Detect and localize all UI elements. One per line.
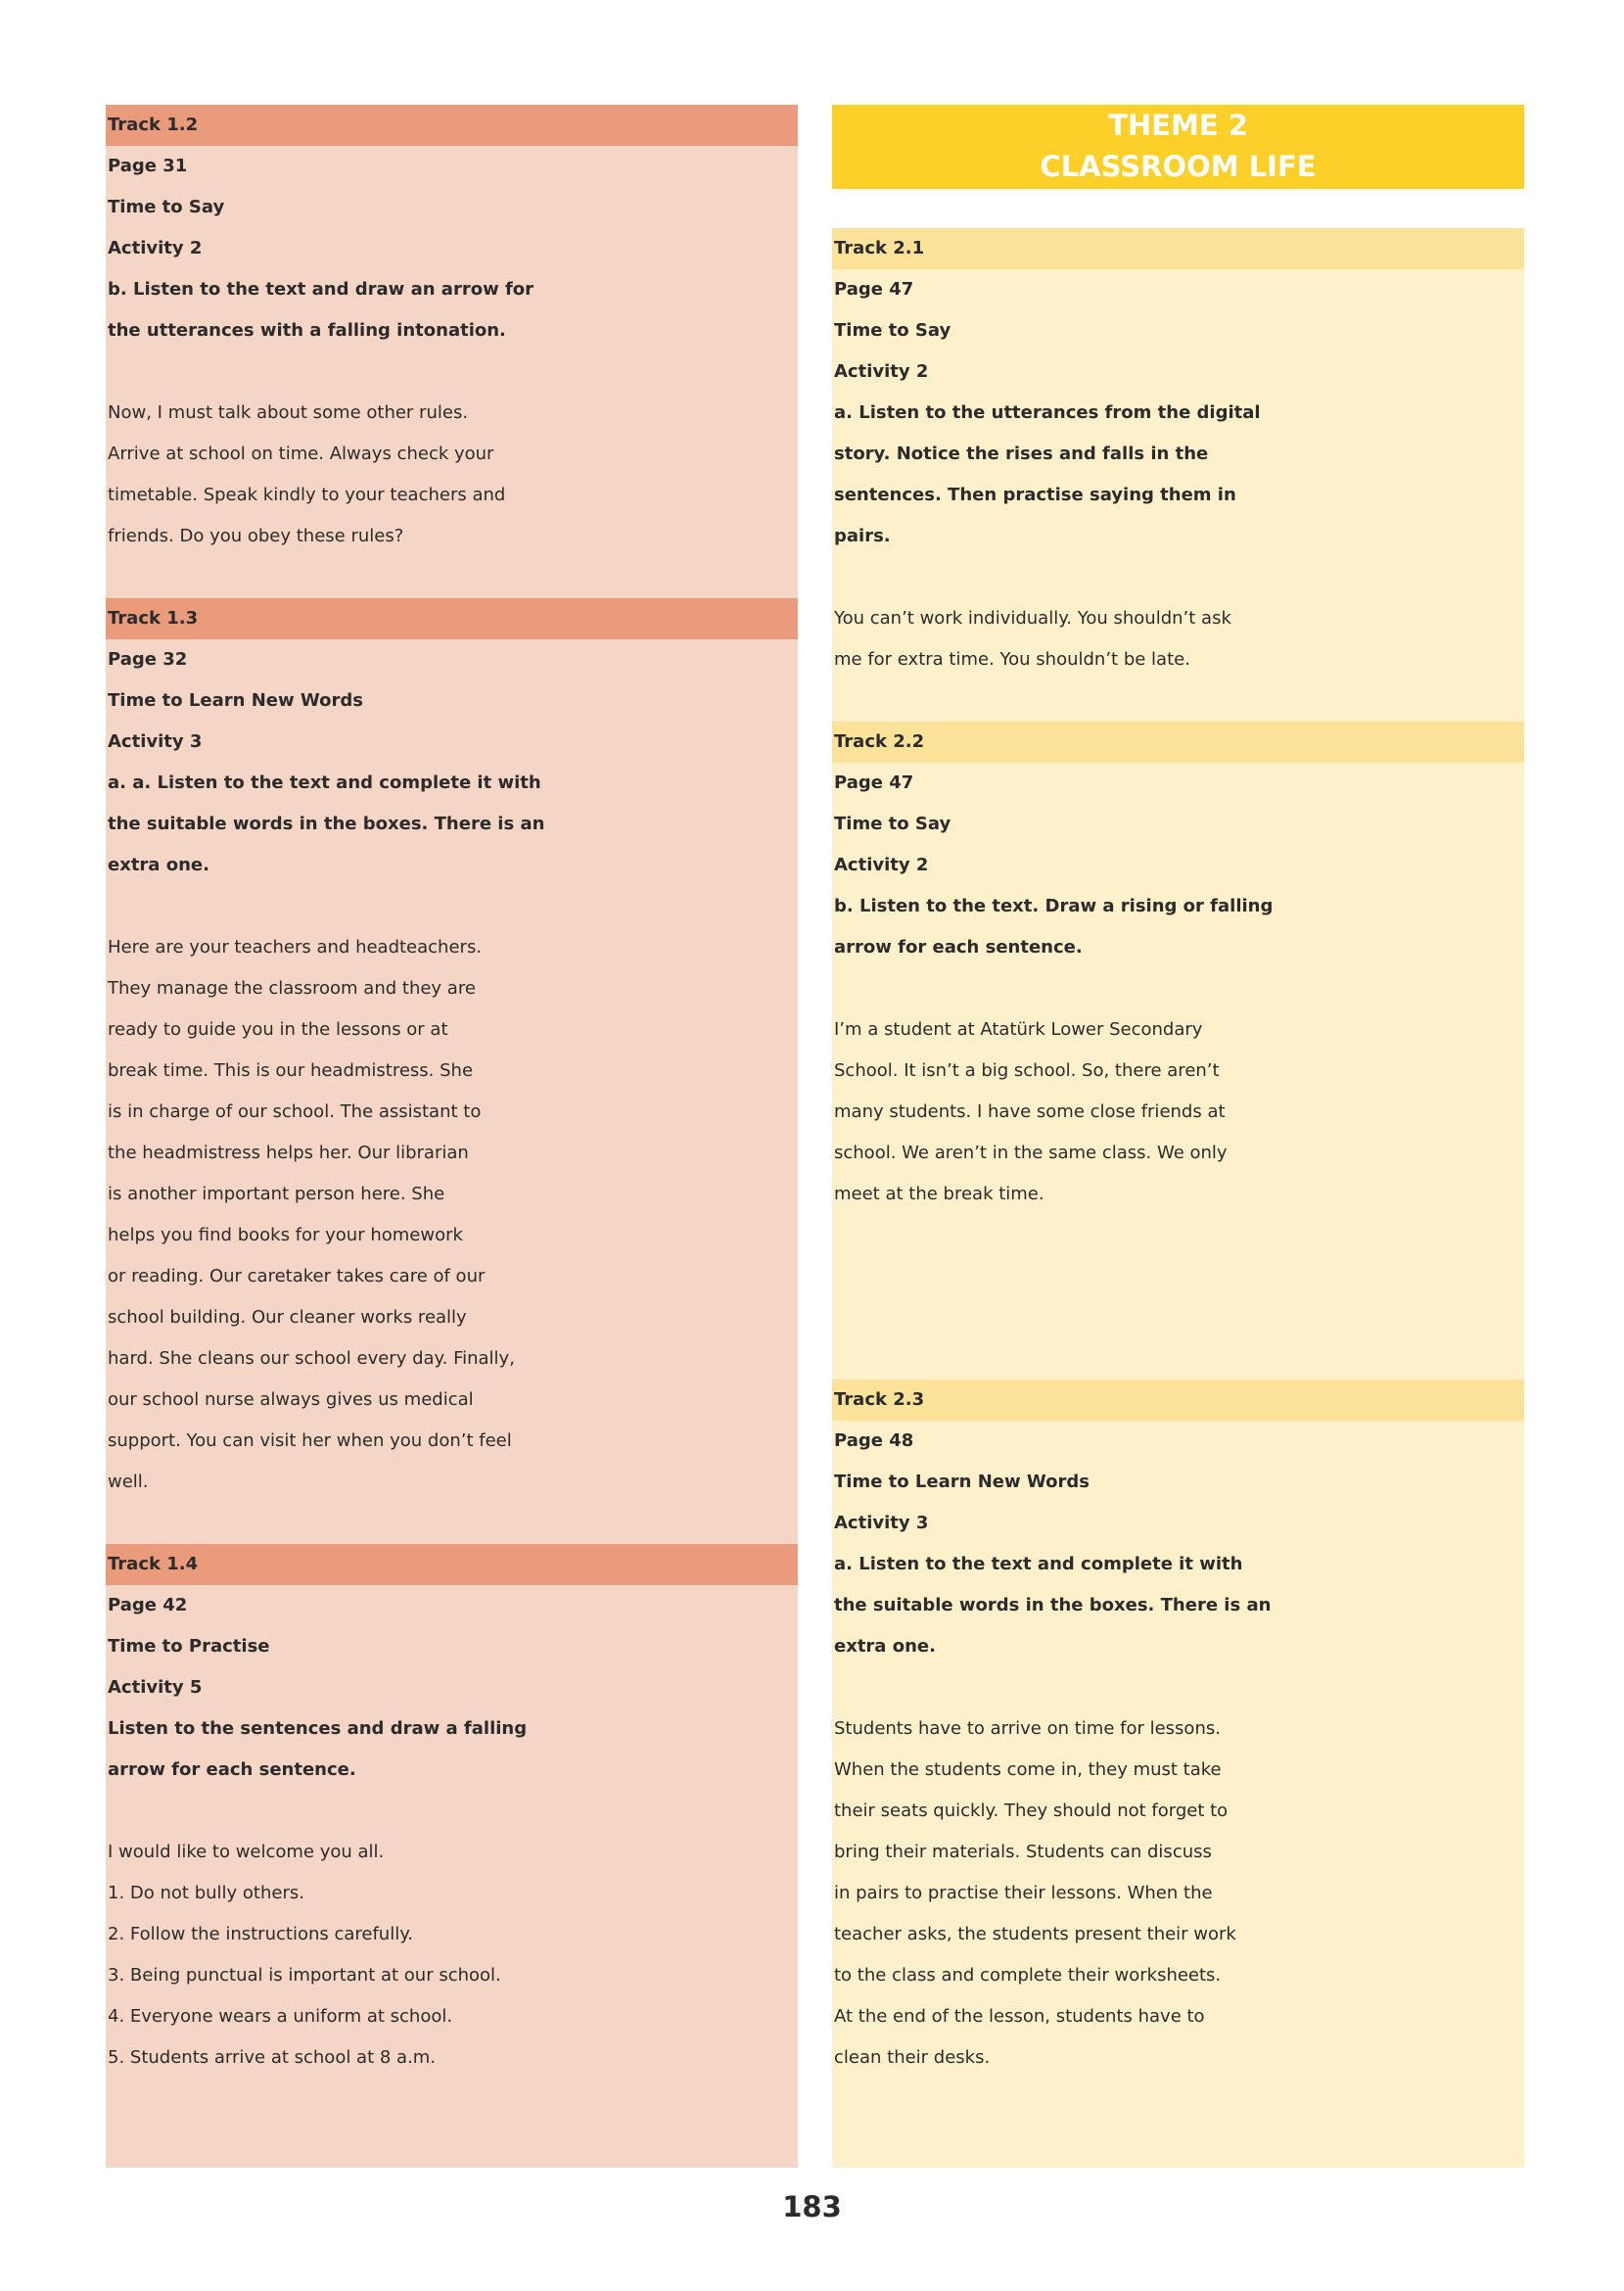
activity-label: Activity 5 (108, 1677, 203, 1698)
theme-banner (832, 105, 1524, 189)
activity-label: Activity 2 (834, 361, 929, 382)
transcript-line: ready to guide you in the lessons or at (108, 1019, 448, 1040)
transcript-line: timetable. Speak kindly to your teachers and (108, 485, 506, 505)
section-title: Time to Say (834, 320, 951, 341)
transcript-line: their seats quickly. They should not forget to (834, 1800, 1229, 1821)
transcript-line: school. We aren’t in the same class. We only (834, 1143, 1228, 1163)
transcript-line: They manage the classroom and they are (108, 978, 476, 999)
transcript-line: is in charge of our school. The assistant to (108, 1101, 482, 1122)
track-header: Track 2.1 (832, 228, 1524, 269)
instruction-line: the suitable words in the boxes. There is an (834, 1595, 1272, 1615)
transcript-line: to the class and complete their worksheets. (834, 1965, 1222, 1986)
transcript-line: 2. Follow the instructions carefully. (108, 1924, 414, 1944)
page-ref: Page 31 (108, 156, 188, 176)
page-ref: Page 47 (834, 772, 914, 793)
section-title: Time to Learn New Words (834, 1472, 1090, 1492)
section-title: Time to Learn New Words (108, 690, 363, 711)
right-column (832, 105, 1524, 2079)
track-1-3-block (106, 598, 798, 1544)
transcript-line: the headmistress helps her. Our librarian (108, 1143, 469, 1163)
instruction-line: b. Listen to the text and draw an arrow for (108, 279, 534, 300)
transcript-line: When the students come in, they must take (834, 1759, 1222, 1780)
transcript-line: You can’t work individually. You shouldn’t ask (834, 608, 1231, 629)
transcript-line: helps you find books for your homework (108, 1225, 463, 1245)
transcript-line: friends. Do you obey these rules? (108, 526, 404, 546)
transcript-line: school building. Our cleaner works really (108, 1307, 467, 1328)
track-1-4-block (106, 1544, 798, 2079)
section-title: Time to Practise (108, 1636, 270, 1657)
transcript-line: I would like to welcome you all. (108, 1842, 385, 1862)
track-header: Track 1.3 (106, 598, 798, 639)
page-ref: Page 48 (834, 1430, 914, 1451)
instruction-line: a. Listen to the utterances from the digital (834, 402, 1261, 423)
instruction-line: b. Listen to the text. Draw a rising or falling (834, 896, 1274, 916)
page-ref: Page 42 (108, 1595, 188, 1615)
instruction-line: the utterances with a falling intonation. (108, 320, 506, 341)
transcript-line: meet at the break time. (834, 1184, 1044, 1204)
transcript-line: Now, I must talk about some other rules. (108, 402, 469, 423)
activity-label: Activity 2 (834, 855, 929, 875)
track-header: Track 1.2 (106, 105, 798, 146)
transcript-line: is another important person here. She (108, 1184, 445, 1204)
page-ref: Page 47 (834, 279, 914, 300)
section-title: Time to Say (108, 197, 225, 217)
transcript-line: 3. Being punctual is important at our school. (108, 1965, 501, 1986)
transcript-line: I’m a student at Atatürk Lower Secondary (834, 1019, 1203, 1040)
transcript-line: At the end of the lesson, students have to (834, 2006, 1205, 2027)
track-header: Track 1.4 (106, 1544, 798, 1585)
instruction-line: the suitable words in the boxes. There is an (108, 814, 545, 834)
transcript-line: bring their materials. Students can discuss (834, 1842, 1212, 1862)
transcript-line: or reading. Our caretaker takes care of our (108, 1266, 486, 1286)
page-number: 183 (782, 2190, 842, 2223)
track-2-3-block (832, 1379, 1524, 2079)
transcript-line: hard. She cleans our school every day. Finally, (108, 1348, 515, 1369)
transcript-line: in pairs to practise their lessons. When the (834, 1883, 1213, 1903)
transcript-line: Arrive at school on time. Always check your (108, 444, 494, 464)
track-2-1-block (832, 228, 1524, 722)
transcript-line: 5. Students arrive at school at 8 a.m. (108, 2047, 437, 2068)
transcript-line: 4. Everyone wears a uniform at school. (108, 2006, 453, 2027)
transcript-line: clean their desks. (834, 2047, 991, 2068)
track-header: Track 2.3 (832, 1379, 1524, 1421)
transcript-line: 1. Do not bully others. (108, 1883, 304, 1903)
transcript-line: break time. This is our headmistress. She (108, 1060, 474, 1081)
transcript-line: Students have to arrive on time for lessons. (834, 1718, 1221, 1739)
theme-number: THEME 2 (1108, 109, 1248, 142)
instruction-line: arrow for each sentence. (108, 1759, 356, 1780)
transcript-line: Here are your teachers and headteachers. (108, 937, 483, 958)
track-header: Track 2.2 (832, 722, 1524, 763)
track-2-2-block (832, 722, 1524, 1379)
instruction-line: a. Listen to the text and complete it with (834, 1554, 1243, 1574)
instruction-line: pairs. (834, 526, 891, 546)
page-ref: Page 32 (108, 649, 188, 670)
instruction-line: arrow for each sentence. (834, 937, 1083, 958)
section-title: Time to Say (834, 814, 951, 834)
instruction-line: extra one. (834, 1636, 936, 1657)
instruction-line: sentences. Then practise saying them in (834, 485, 1236, 505)
left-column (106, 105, 798, 2079)
instruction-line: story. Notice the rises and falls in the (834, 444, 1209, 464)
track-1-2-block (106, 105, 798, 598)
transcript-line: teacher asks, the students present their work (834, 1924, 1236, 1944)
transcript-line: our school nurse always gives us medical (108, 1389, 474, 1410)
instruction-line: extra one. (108, 855, 209, 875)
activity-label: Activity 3 (834, 1513, 929, 1533)
activity-label: Activity 2 (108, 238, 203, 258)
transcript-line: me for extra time. You shouldn’t be late. (834, 649, 1190, 670)
transcript-line: School. It isn’t a big school. So, there aren’t (834, 1060, 1220, 1081)
transcript-line: well. (108, 1472, 149, 1492)
transcript-line: many students. I have some close friends at (834, 1101, 1226, 1122)
activity-label: Activity 3 (108, 731, 203, 752)
theme-title: CLASSROOM LIFE (1040, 150, 1317, 183)
instruction-line: Listen to the sentences and draw a falling (108, 1718, 528, 1739)
instruction-line: a. a. Listen to the text and complete it with (108, 772, 541, 793)
transcript-line: support. You can visit her when you don’t feel (108, 1430, 512, 1451)
